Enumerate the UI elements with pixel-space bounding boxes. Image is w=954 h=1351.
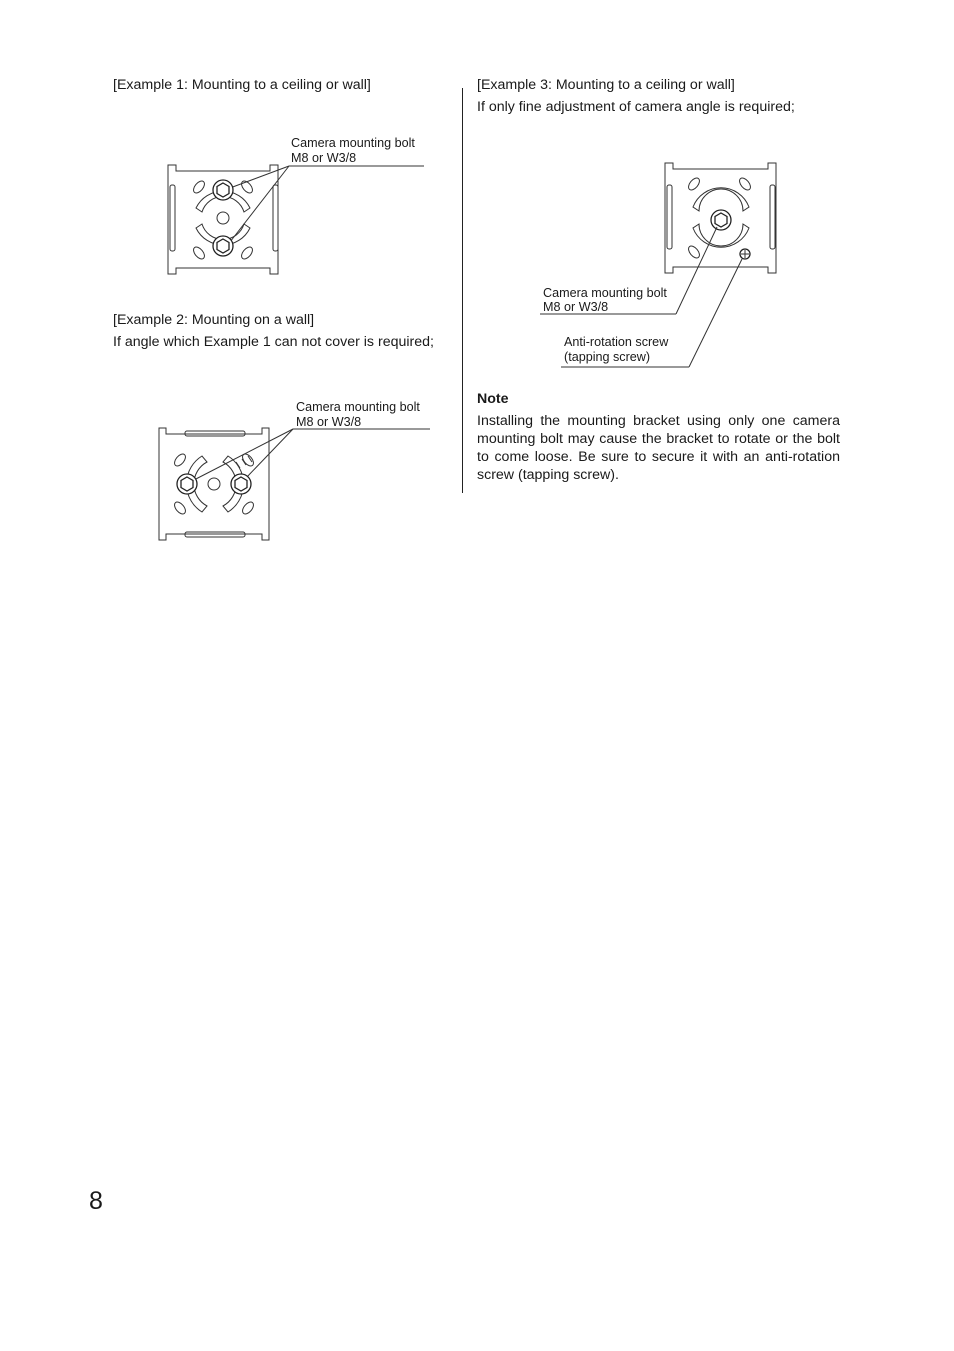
note-body: Installing the mounting bracket using only one camera mounting bolt may cause the bracket to rotate or the bolt to come loose. Be sure to secure it with an anti-rotation screw (tapping screw). (477, 413, 840, 483)
example2-callout-line1: Camera mounting bolt (296, 400, 420, 414)
example3-bracket-diagram (0, 0, 954, 600)
example2-callout-line2: M8 or W3/8 (296, 415, 362, 429)
example2-subheading: If angle which Example 1 can not cover is required; (113, 334, 434, 350)
example3-subheading: If only fine adjustment of camera angle is required; (477, 99, 795, 115)
page-number: 8 (89, 1187, 103, 1215)
example3-heading: [Example 3: Mounting to a ceiling or wall] (477, 77, 735, 93)
example3-screw-line2: (tapping screw) (564, 350, 651, 364)
example3-bolt-line2: M8 or W3/8 (543, 300, 609, 314)
example1-callout-line2: M8 or W3/8 (291, 151, 357, 165)
example3-screw-line1: Anti-rotation screw (564, 335, 669, 349)
example3-bolt-line1: Camera mounting bolt (543, 286, 667, 300)
example2-heading: [Example 2: Mounting on a wall] (113, 312, 315, 328)
note-title: Note (477, 391, 509, 407)
example1-callout-line1: Camera mounting bolt (291, 136, 415, 150)
example1-heading: [Example 1: Mounting to a ceiling or wall] (113, 77, 371, 93)
